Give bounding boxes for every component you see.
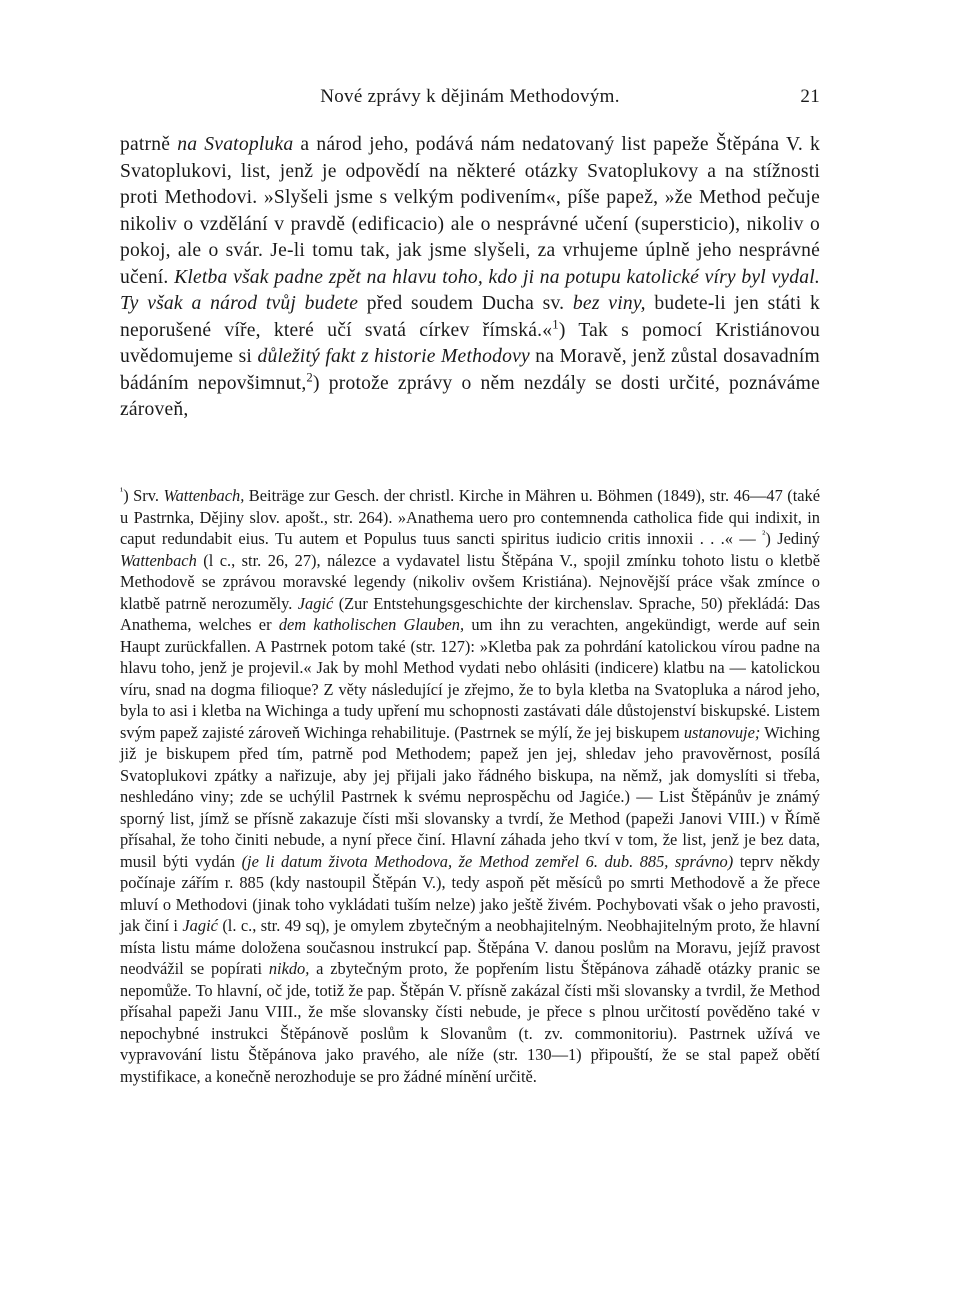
- footnotes: [120, 485, 820, 1087]
- footnote-segment: ) Srv.: [123, 486, 164, 505]
- main-paragraph-text: [120, 132, 820, 424]
- main-text-segment: ) Tak s pomocí Kristiánovou uvědomujeme si: [120, 319, 820, 367]
- footnote-italic: Jagić: [297, 593, 334, 613]
- main-text-italic: Kletba však padne zpět na hlavu toho, kdo ji na potupu katolické víry byl vydal. Ty však a národ tvůj budete: [120, 266, 820, 314]
- main-text-italic: bez viny,: [572, 293, 646, 314]
- main-text-segment: patrně: [120, 134, 178, 155]
- footnote-text: [120, 485, 820, 1087]
- main-text-italic: důležitý fakt z historie Methodovy: [257, 346, 530, 367]
- main-text-segment: a národ jeho, podává nám nedatovaný list papeže Štěpána V. k Svatoplukovi, list, jenž je odpovědí na některé otázky Svatoplukovy a na stížnosti proti Methodovi. »Slyšeli jsme s velkým podivením«, píše papež, »že Method pečuje nikoliv o vzdělání v pravdě (edificacio) ale o nesprávné učení (supersticio), nikoliv o pokoj, ale o svár. Je-li tomu tak, jak jsme slyšeli, za vrhujeme úplně jeho nesprávné učení.: [120, 134, 820, 288]
- footnote-segment: Wiching již je biskupem před tím, patrně pod Methodem; papež jen jej, shledav jeho pravověrnost, posílá Svatoplukovi zpátky a nařizuje, aby jej přijali jako řádného biskupa, na němž, jak domyslíti si třeba, neshledáno viny; zde se uchýlil Pastrnek k svému neprospěchu od Jagiće.) — List Štěpánův je známý sporný list, jímž se přísně zakazuje čísti mši slovansky a tvrdí, že Method (papeži Janovi VIII.) v Římě přísahal, že toho činiti nebude, a nyní přece činí. Hlavní záhada jeho tkví v tom, že list, jenž je bez data, musil býti vydán: [120, 722, 821, 871]
- footnote-segment: (Zur Entstehungsgeschichte der kirchenslav. Sprache, 50) překládá: Das Anathema, welches er: [120, 593, 821, 634]
- footnote-mark-1: ¹: [120, 486, 124, 498]
- footnote-mark-2: ²: [762, 529, 766, 541]
- footnote-italic: nikdo,: [268, 959, 310, 978]
- footnote-segment: (l c., str. 26, 27), nálezce a vydavatel listu Štěpána V., spojil zmínku tohoto listu o kletbě Methodově se zprávou moravské legendy (nikoliv ovšem Kristiána). Nejnovější práce však zmínce o klatbě patrně nerozuměly.: [120, 550, 820, 613]
- footnote-segment: um ihn zu verachten, angekündigt, werde auf sein Haupt zurückfallen. A Pastrnek potom také (str. 127): »Kletba pak za pohrdání katolickou vírou padne na hlavu toho, jenž je projevil.« Jak by mohl Method vydati nebo ohlásiti (indicere) klatbu na — katolickou víru, snad na dogma filioque? Z věty následující je zřejmo, že to byla kletba na Svatopluka a národ jeho, byla to asi i kletba na Wichinga a tudy upření mu schopnosti zastávati dále důstojenství biskupské. Listem svým papež zajisté zároveň Wichinga rehabilituje. (Pastrnek se mýlí, že jej biskupem: [120, 615, 820, 742]
- running-title: Nové zprávy k dějinám Methodovým.: [320, 86, 620, 107]
- main-text-segment: ) protože zprávy o něm nezdály se dosti určité, poznáváme zároveň,: [120, 372, 820, 420]
- footnote-italic: Wattenbach,: [163, 486, 245, 505]
- main-text-italic: na Svatopluka: [177, 134, 294, 155]
- page-number: 21: [800, 86, 820, 107]
- footnote-segment: teprv někdy počínaje zářím r. 885 (kdy nastoupil Štěpán V.), tedy aspoň pět měsíců po smrti Methodově a že přece mluví o Methodovi (jinak toho vykládati tuším nelze) jako ještě živém. Pochybovati však o jeho pravosti, jak činí i: [120, 851, 820, 935]
- footnote-segment: Beiträge zur Gesch. der christl. Kirche in Mähren u. Böhmen (1849), str. 46—47 (také u Pastrnka, Dějiny slov. apošt., str. 264). »Anathema uero pro contemnenda catholica fide qui indixit, in caput redundabit eius. Tu autem et Populus tuus sancti spiritus iudicio critis innoxii . . .« —: [120, 486, 821, 548]
- main-text-segment: na Moravě, jenž zůstal dosavadním bádáním nepovšimnut,: [120, 346, 820, 394]
- main-text-segment: před soudem Ducha sv.: [358, 293, 573, 314]
- footnote-italic: dem katholischen Glauben,: [278, 615, 465, 634]
- footnote-italic: Wattenbach: [120, 550, 197, 570]
- main-text-segment: budete-li jen státi k neporušené víře, které učí svatá církev římská.«: [120, 293, 820, 341]
- footnote-italic: Jagić: [182, 916, 218, 935]
- running-header: [120, 86, 820, 112]
- footnote-italic: (je li datum života Methodova, že Method zemřel 6. dub. 885, správno): [241, 851, 734, 871]
- footnote-segment: ) Jediný: [765, 529, 820, 548]
- main-paragraph: [120, 132, 820, 424]
- footnote-segment: a zbytečným proto, že popřením listu Štěpánova záhadě otázky pranic se nepomůže. To hlavní, oč jde, totiž že pap. Štěpán V. přísně zakázal čísti mši slovansky a tvrdil, že Method přísahal papeži Janu VIII., že mše slovansky čísti nebude, je přece s plnou určitostí pověděno také v nepochybné instrukci Štěpánově poslům k Slovanům (t. zv. commonitoriu). Pastrnek užívá ve vypravování listu Štěpánova jako pravého, ale níže (str. 130—1) připouští, že se stal papež obětí mystifikace, a konečně nerozhoduje se pro žádné mínění určitě.: [120, 959, 820, 1086]
- footnote-segment: (l. c., str. 49 sq), je omylem zbytečným a neobhajitelným. Neobhajitelným proto, že hlavní místa listu máme doložena současnou instrukcí pap. Štěpána V. danou poslům na Moravu, jejíž pravost neodvážil se popírati: [120, 916, 820, 978]
- footnote-ref-2: 2: [306, 369, 313, 384]
- footnote-italic: ustanovuje;: [683, 722, 761, 742]
- footnote-ref-1: 1: [552, 316, 559, 331]
